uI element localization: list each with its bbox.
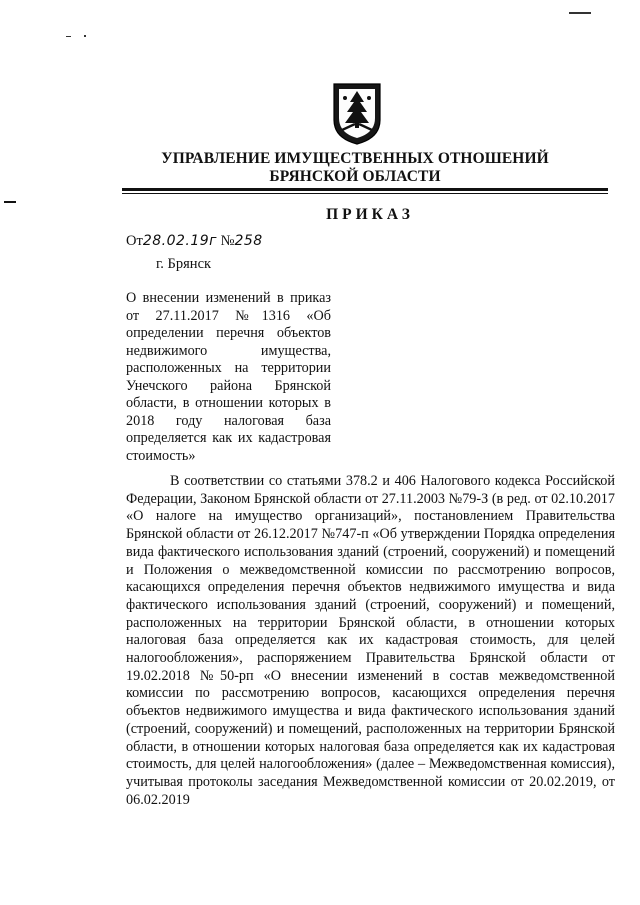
document-title: ПРИКАЗ	[326, 206, 414, 223]
number-prefix: №	[220, 233, 235, 249]
city-name: г. Брянск	[156, 256, 212, 272]
handwritten-date: 28.02.19г	[142, 233, 218, 249]
date-prefix: От	[126, 233, 143, 249]
org-name-line2: БРЯНСКОЙ ОБЛАСТИ	[269, 168, 441, 185]
header-rule-thick	[122, 188, 608, 191]
org-name-line1: УПРАВЛЕНИЕ ИМУЩЕСТВЕННЫХ ОТНОШЕНИЙ	[161, 150, 549, 167]
order-subject: О внесении изменений в приказ от 27.11.2017 №1316 «Об определении перечня объектов недвижимого имущества, расположенных на территории Унечского района Брянской области, в отношении которых в 2018 году налоговая база определяется как их кадастровая стоимость»	[126, 290, 331, 464]
order-body-paragraph: В соответствии со статьями 378.2 и 406 Налогового кодекса Российской Федерации, Законом Брянской области от 27.11.2003 №79-З (в ред. от 02.10.2017 «О налоге на имущество организаций», постановлением Правительства Брянской области от 26.12.2017 №747-п «Об утверждении Порядка определения вида фактического использования зданий (строений, сооружений) и помещений и Положения о межведомственной комиссии по рассмотрению вопросов, касающихся определения перечня объектов недвижимого имущества и вида фактического использования зданий (строений, сооружений) и помещений, расположенных на территории Брянской области, в отношении которых налоговая база определяется как их кадастровая стоимость, для целей налогообложения», распоряжением Правительства Брянской области от 19.02.2018 №50-рп «О внесении изменений в состав межведомственной комиссии по рассмотрению вопросов, касающихся определения перечня объектов недвижимого имущества и вида фактического использования зданий (строений, сооружений) и помещений, расположенных на территории Брянской области, в отношении которых налоговая база определяется как их кадастровая стоимость, для целей налогообложения» (далее – Межведомственная комиссия), учитывая протоколы заседания Межведомственной комиссии от 20.02.2019, от 06.02.2019	[126, 473, 615, 808]
header-rule-thin	[122, 193, 608, 194]
scan-speck	[569, 12, 591, 14]
scan-speck	[84, 35, 86, 37]
scan-edge-mark	[4, 201, 16, 203]
handwritten-number: 258	[234, 233, 263, 249]
scan-speck	[66, 36, 71, 37]
order-date-line	[126, 233, 263, 250]
bryansk-coat-of-arms-icon	[331, 80, 383, 146]
